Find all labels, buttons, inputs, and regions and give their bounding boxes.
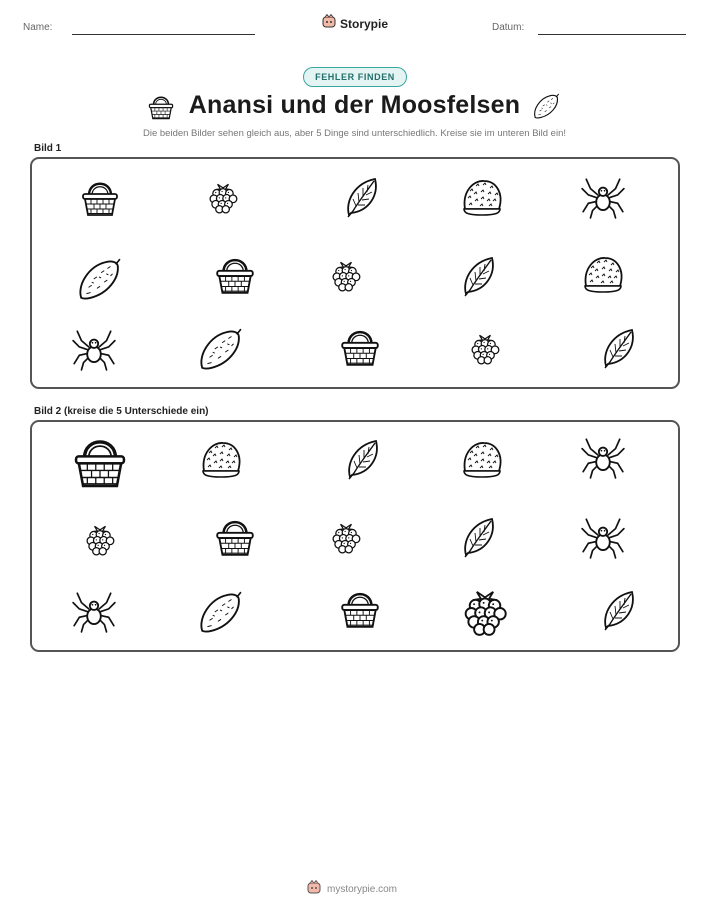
raspberry-icon: [465, 327, 505, 369]
moss-rock-icon[interactable]: [459, 437, 505, 481]
worksheet-header: [0, 14, 709, 44]
spider-icon: [579, 174, 627, 220]
raspberry-icon[interactable]: [80, 518, 120, 560]
yam-icon: [532, 92, 560, 120]
yam-icon[interactable]: [197, 589, 243, 635]
name-line[interactable]: [72, 34, 255, 35]
footer: [307, 880, 397, 899]
basket-icon[interactable]: [69, 430, 131, 494]
picture-1-label: Bild 1: [34, 143, 62, 154]
raspberry-icon: [203, 176, 243, 218]
basket-icon: [337, 323, 383, 371]
leaf-icon: [456, 251, 500, 301]
leaf-icon[interactable]: [456, 512, 500, 562]
leaf-icon[interactable]: [340, 434, 384, 484]
basket-icon: [212, 251, 258, 299]
page-title: Anansi und der Moosfelsen: [188, 91, 521, 119]
storypie-logo-icon: [322, 14, 336, 33]
spider-icon[interactable]: [579, 434, 627, 480]
name-label: Name:: [23, 22, 53, 33]
moss-rock-icon: [579, 252, 627, 296]
spider-icon[interactable]: [70, 588, 118, 634]
date-label: Datum:: [492, 22, 525, 33]
moss-rock-icon: [459, 175, 505, 219]
leaf-icon[interactable]: [596, 585, 640, 635]
basket-icon[interactable]: [212, 513, 258, 561]
storypie-logo-icon: [307, 880, 321, 899]
raspberry-icon[interactable]: [455, 580, 515, 642]
moss-rock-icon[interactable]: [197, 437, 245, 481]
picture-2-label: Bild 2 (kreise die 5 Unterschiede ein): [34, 406, 209, 417]
storypie-brand: [322, 14, 388, 33]
leaf-icon: [596, 323, 640, 373]
raspberry-icon[interactable]: [326, 516, 366, 558]
date-line[interactable]: [538, 34, 686, 35]
yam-icon: [197, 326, 243, 372]
instructions: Die beiden Bilder sehen gleich aus, aber 5 Dinge sind unterschiedlich. Kreise sie im unteren Bild ein!: [143, 128, 566, 139]
raspberry-icon: [326, 254, 366, 296]
leaf-icon: [339, 173, 383, 221]
brand-name: Storypie: [340, 16, 389, 31]
yam-icon: [76, 256, 122, 302]
footer-link[interactable]: mystorypie.com: [327, 884, 398, 895]
basket-icon: [78, 176, 122, 220]
basket-icon[interactable]: [337, 585, 383, 633]
spider-icon[interactable]: [579, 514, 627, 560]
find-mistakes-badge: FEHLER FINDEN: [303, 67, 407, 87]
spider-icon: [70, 326, 118, 372]
